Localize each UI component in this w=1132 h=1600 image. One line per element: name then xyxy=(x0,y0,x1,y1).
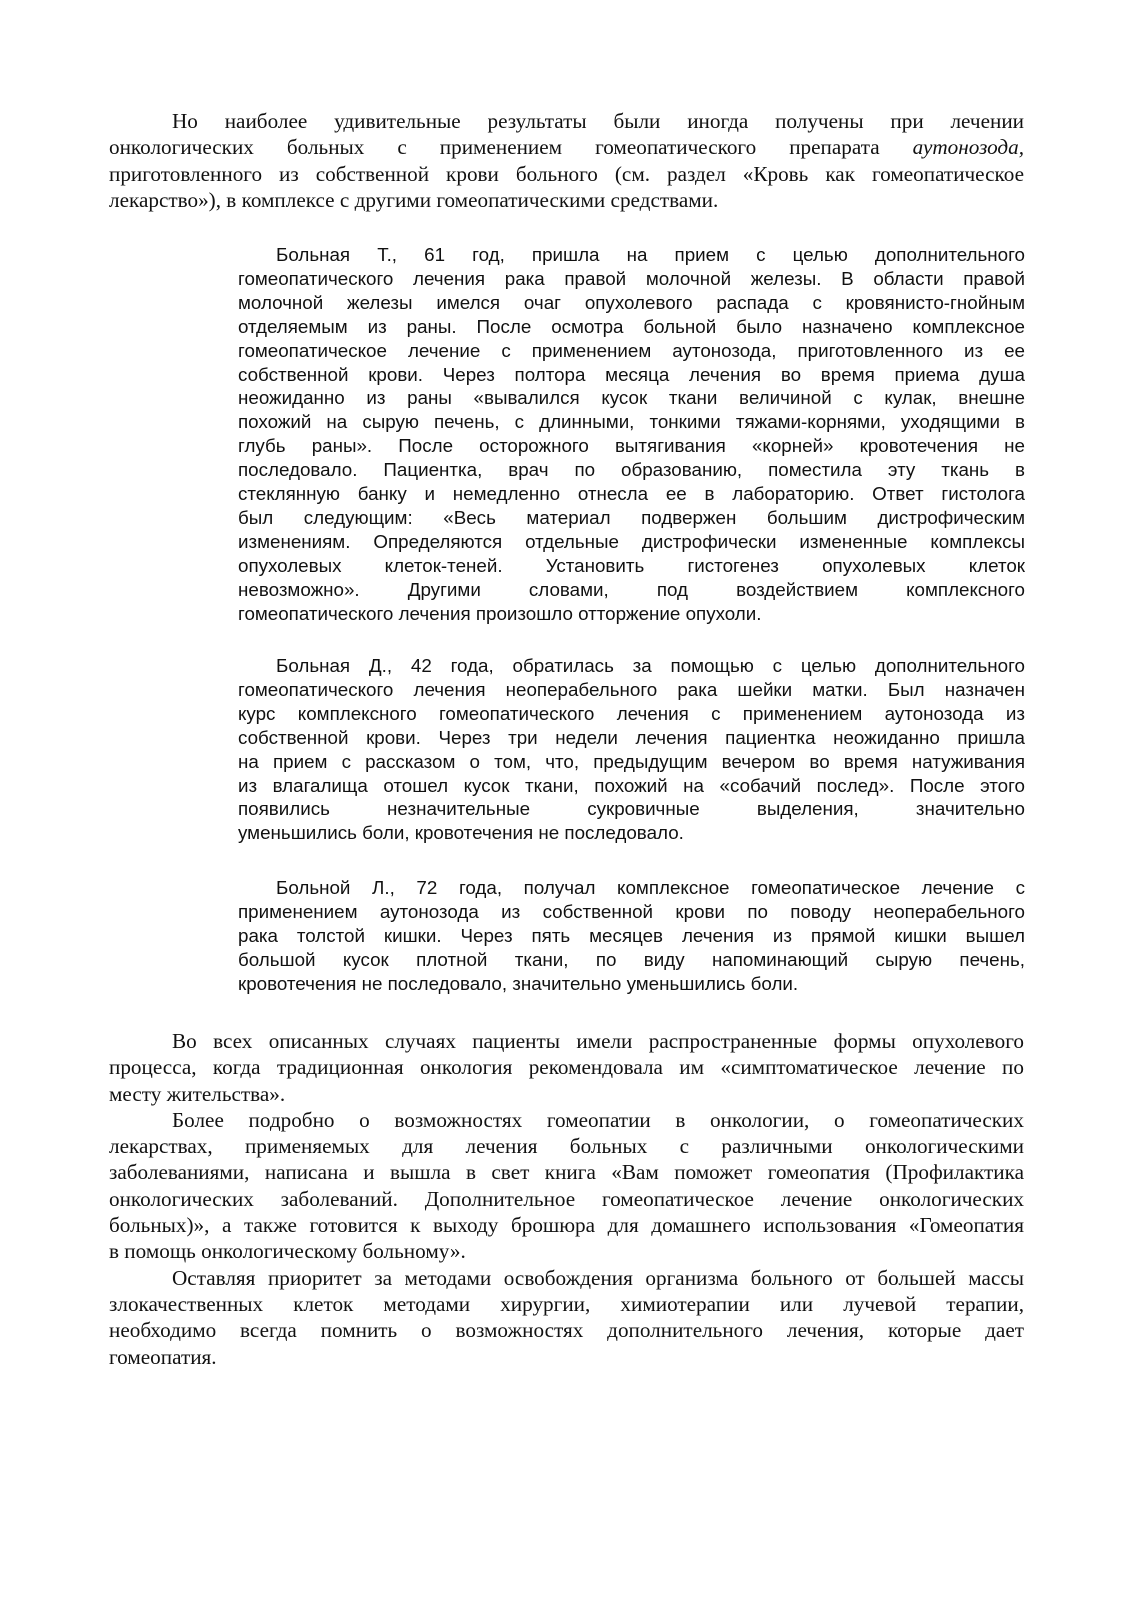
case-line: рака толстой кишки. Через пять месяцев лечения из прямой кишки вышел xyxy=(238,924,1025,946)
intro-paragraph xyxy=(109,108,1024,213)
case-1-paragraph xyxy=(238,243,1025,626)
case-line: отделяемым из раны. После осмотра больной было назначено комплексное xyxy=(238,315,1025,337)
case-line: последовало. Пациентка, врач по образованию, поместила эту ткань в xyxy=(238,459,1025,481)
case-line: стеклянную банку и немедленно отнесла ее в лабораторию. Ответ гистолога xyxy=(238,483,1025,505)
intro-line: Но наиболее удивительные результаты были иногда получены при лечении xyxy=(172,109,1024,133)
case-line: неожиданно из раны «вывалился кусок ткани величиной с кулак, внешне xyxy=(238,387,1025,409)
conclusion-line: в помощь онкологическому больному». xyxy=(109,1239,466,1264)
case-line: уменьшились боли, кровотечения не последовало. xyxy=(238,822,684,844)
case-line: изменениям. Определяются отдельные дистрофически измененные комплексы xyxy=(238,530,1025,552)
case-line: гомеопатического лечения произошло отторжение опухоли. xyxy=(238,602,762,624)
case-line: собственной крови. Через три недели лечения пациентка неожиданно пришла xyxy=(238,726,1025,748)
case-line: глубь раны». После осторожного вытягивания «корней» кровотечения не xyxy=(238,435,1025,457)
case-line: Больная Д., 42 года, обратилась за помощью с целью дополнительного xyxy=(276,655,1025,676)
case-line: Больная Т., 61 год, пришла на прием с целью дополнительного xyxy=(276,244,1025,265)
intro-line: онкологических больных с применением гомеопатического препарата аутонозода, xyxy=(109,135,1024,160)
conclusion-line: злокачественных клеток методами хирургии, химиотерапии или лучевой терапии, xyxy=(109,1291,1024,1316)
case-line: кровотечения не последовало, значительно уменьшились боли. xyxy=(238,972,799,994)
intro-line: приготовленного из собственной крови больного (см. раздел «Кровь как гомеопатическое xyxy=(109,161,1024,186)
case-line: гомеопатического лечения неоперабельного рака шейки матки. Был назначен xyxy=(238,678,1025,700)
case-line: гомеопатическое лечение с применением аутонозода, приготовленного из ее xyxy=(238,339,1025,361)
case-3-paragraph xyxy=(238,876,1025,996)
case-line: похожий на сырую печень, с длинными, тонкими тяжами-корнями, уходящими в xyxy=(238,411,1025,433)
conclusion-line: Оставляя приоритет за методами освобождения организма больного от большей массы xyxy=(172,1265,1024,1290)
conclusion-line: Во всех описанных случаях пациенты имели распространенные формы опухолевого xyxy=(172,1029,1024,1053)
case-line: собственной крови. Через полтора месяца лечения во время приема душа xyxy=(238,363,1025,385)
conclusion-line: месту жительства». xyxy=(109,1081,286,1106)
case-line: из влагалища отошел кусок ткани, похожий на «собачий послед». После этого xyxy=(238,774,1025,796)
intro-italic-term: аутонозода, xyxy=(912,135,1024,160)
conclusion-line: заболеваниями, написана и вышла в свет книга «Вам поможет гомеопатия (Профилактика xyxy=(109,1160,1024,1185)
case-line: большой кусок плотной ткани, по виду напоминающий сырую печень, xyxy=(238,948,1025,970)
case-line: молочной железы имелся очаг опухолевого распада с кровянисто-гнойным xyxy=(238,291,1025,313)
case-line: применением аутонозода из собственной крови по поводу неоперабельного xyxy=(238,900,1025,922)
intro-line: лекарство»), в комплексе с другими гомеопатическими средствами. xyxy=(109,187,719,212)
case-line: был следующим: «Весь материал подвержен большим дистрофическим xyxy=(238,506,1025,528)
conclusion-paragraph-1 xyxy=(109,1028,1024,1107)
conclusion-paragraph-3 xyxy=(109,1265,1024,1370)
case-line: гомеопатического лечения рака правой молочной железы. В области правой xyxy=(238,267,1025,289)
conclusion-paragraph-2 xyxy=(109,1107,1024,1265)
case-line: невозможно». Другими словами, под воздействием комплексного xyxy=(238,578,1025,600)
case-line: на прием с рассказом о том, что, предыдущим вечером во время натуживания xyxy=(238,750,1025,772)
case-line: опухолевых клеток-теней. Установить гистогенез опухолевых клеток xyxy=(238,554,1025,576)
conclusion-line: онкологических заболеваний. Дополнительное гомеопатическое лечение онкологических xyxy=(109,1186,1024,1211)
conclusion-line: гомеопатия. xyxy=(109,1344,217,1369)
case-line: Больной Л., 72 года, получал комплексное гомеопатическое лечение с xyxy=(276,877,1025,898)
conclusion-line: Более подробно о возможностях гомеопатии в онкологии, о гомеопатических xyxy=(172,1107,1024,1132)
conclusion-section xyxy=(109,1028,1024,1370)
conclusion-line: лекарствах, применяемых для лечения больных с различными онкологическими xyxy=(109,1134,1024,1159)
case-line: появились незначительные сукровичные выделения, значительно xyxy=(238,798,1025,820)
case-2-paragraph xyxy=(238,654,1025,845)
conclusion-line: больных)», а также готовится к выходу брошюра для домашнего использования «Гомеопатия xyxy=(109,1213,1024,1238)
case-line: курс комплексного гомеопатического лечения с применением аутонозода из xyxy=(238,702,1025,724)
conclusion-line: процесса, когда традиционная онкология рекомендовала им «симптоматическое лечение по xyxy=(109,1055,1024,1080)
conclusion-line: необходимо всегда помнить о возможностях дополнительного лечения, которые дает xyxy=(109,1318,1024,1343)
